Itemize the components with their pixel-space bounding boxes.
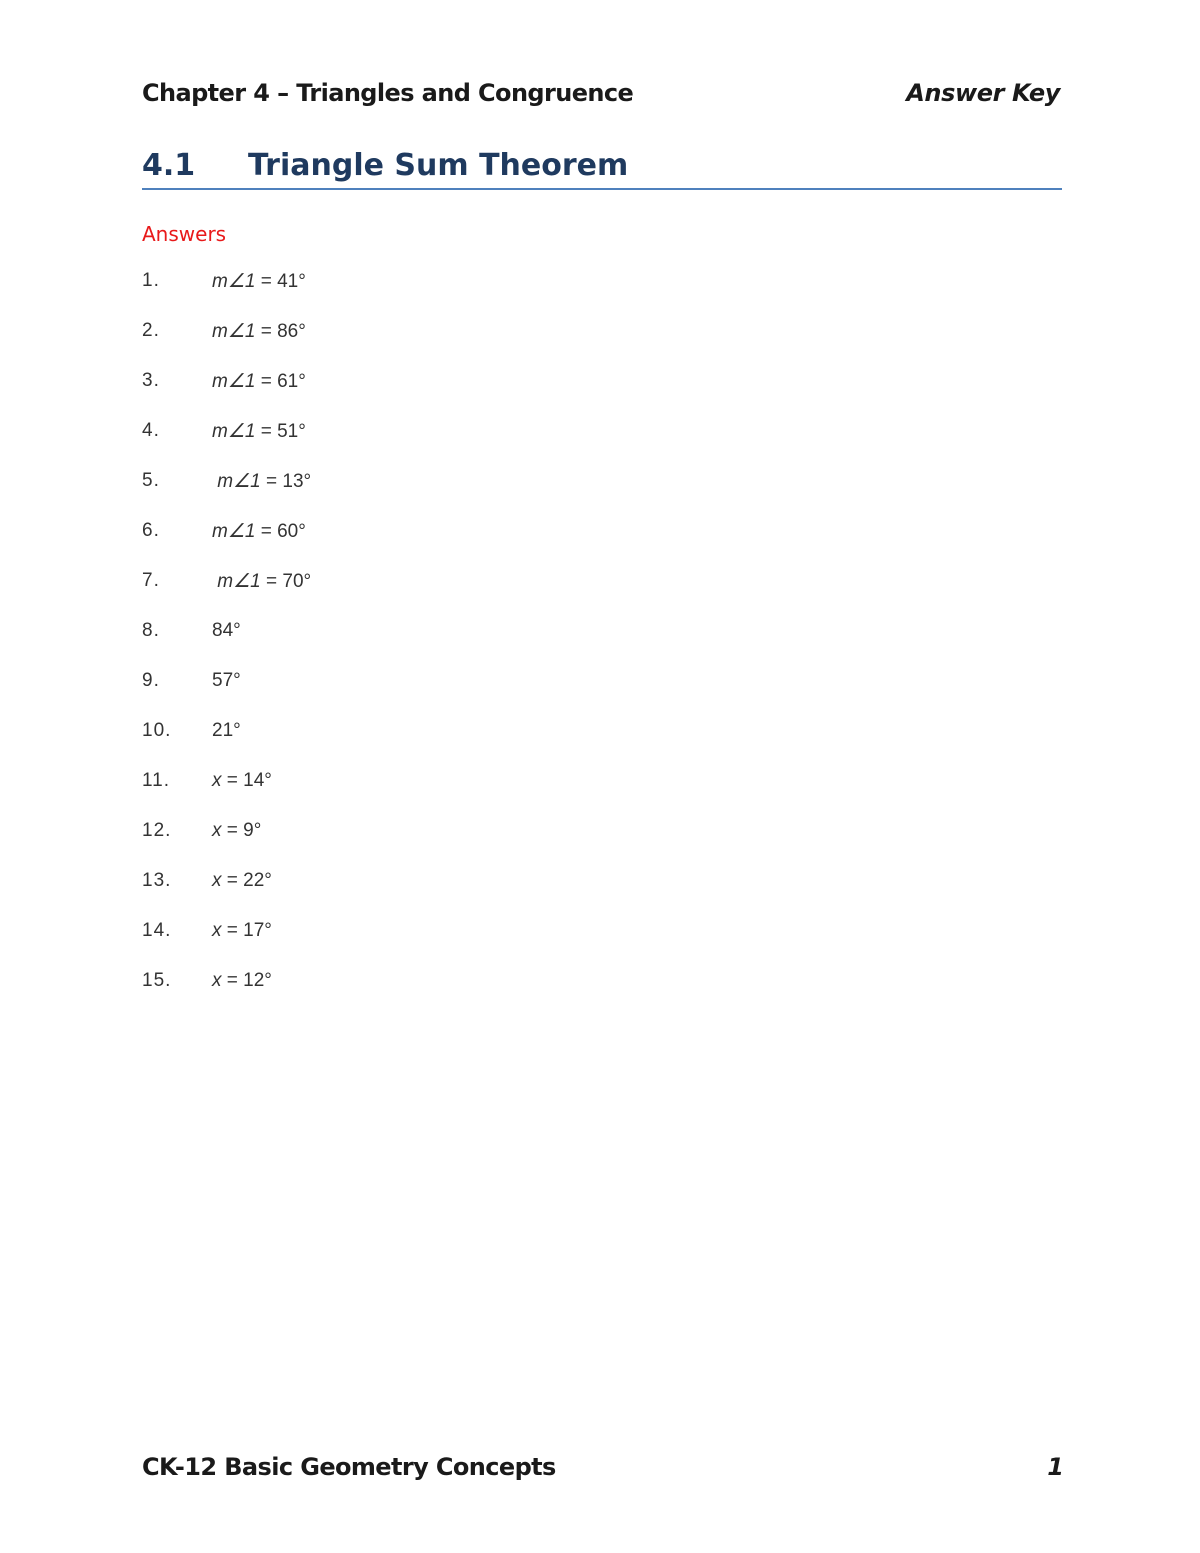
answer-number: 7. — [142, 570, 160, 591]
answer-measure: = 41° — [255, 271, 306, 292]
answer-item — [142, 420, 311, 470]
answer-item — [142, 820, 311, 870]
answer-variable: m∠1 — [212, 521, 256, 542]
answer-measure: = 60° — [255, 521, 306, 542]
answer-value — [212, 420, 306, 443]
answer-measure: = 9° — [221, 820, 262, 841]
answer-item — [142, 870, 311, 920]
answer-variable: m∠1 — [212, 421, 256, 442]
answer-item — [142, 620, 311, 670]
answer-variable: x — [212, 970, 222, 991]
answer-item — [142, 920, 311, 970]
answer-number: 6. — [142, 520, 160, 541]
answer-value — [212, 970, 272, 992]
answer-variable: m∠1 — [212, 321, 256, 342]
answer-value — [212, 770, 272, 792]
answer-number: 4. — [142, 420, 160, 441]
answer-item — [142, 470, 311, 520]
answer-item — [142, 670, 311, 720]
answer-variable: m∠1 — [212, 371, 256, 392]
answer-value — [212, 320, 306, 343]
answer-measure: = 70° — [260, 571, 312, 592]
section-title: Triangle Sum Theorem — [248, 147, 629, 183]
answer-measure: = 13° — [260, 471, 312, 492]
answer-measure: = 12° — [221, 970, 272, 991]
answer-value — [212, 820, 261, 842]
answer-variable: x — [212, 920, 222, 941]
answer-key-label: Answer Key — [906, 79, 1060, 107]
answer-item — [142, 570, 311, 620]
answer-value — [212, 870, 272, 892]
answer-number: 9. — [142, 670, 160, 691]
answer-number: 3. — [142, 370, 160, 391]
answer-measure: = 14° — [221, 770, 272, 791]
answer-measure: = 22° — [221, 870, 272, 891]
answer-value — [212, 520, 306, 543]
answer-number: 1. — [142, 270, 160, 291]
answer-measure: = 51° — [255, 421, 306, 442]
section-number: 4.1 — [142, 147, 196, 183]
answer-value — [212, 370, 306, 393]
answer-number: 11. — [142, 770, 171, 791]
chapter-title: Chapter 4 – Triangles and Congruence — [142, 79, 634, 107]
answer-number: 15. — [142, 970, 172, 991]
answer-value — [212, 620, 241, 642]
answer-measure: = 86° — [255, 321, 306, 342]
answer-variable: x — [212, 770, 222, 791]
answer-item — [142, 970, 311, 1020]
answer-number: 8. — [142, 620, 160, 641]
answer-value — [212, 720, 241, 742]
answers-label: Answers — [142, 222, 227, 246]
answer-number: 12. — [142, 820, 172, 841]
answer-item — [142, 320, 311, 370]
answer-value — [212, 470, 311, 493]
page-header — [142, 76, 1060, 110]
answer-number: 13. — [142, 870, 172, 891]
answer-variable: x — [212, 870, 222, 891]
answer-measure: 57° — [212, 670, 241, 691]
answer-number: 14. — [142, 920, 172, 941]
answer-variable: m∠1 — [217, 471, 261, 492]
book-title: CK-12 Basic Geometry Concepts — [142, 1453, 556, 1481]
answer-item — [142, 370, 311, 420]
answer-item — [142, 270, 311, 320]
answer-number: 5. — [142, 470, 160, 491]
answer-measure: 84° — [212, 620, 241, 641]
answer-number: 10. — [142, 720, 172, 741]
answer-number: 2. — [142, 320, 160, 341]
answer-variable: x — [212, 820, 222, 841]
answer-variable: m∠1 — [212, 271, 256, 292]
page-number: 1 — [1047, 1453, 1064, 1481]
answer-item — [142, 520, 311, 570]
answer-value — [212, 270, 306, 293]
answer-measure: 21° — [212, 720, 241, 741]
answer-measure: = 61° — [255, 371, 306, 392]
answer-measure: = 17° — [221, 920, 272, 941]
answer-item — [142, 770, 311, 820]
answer-list — [142, 270, 311, 1020]
answer-variable: m∠1 — [217, 571, 261, 592]
answer-item — [142, 720, 311, 770]
page-footer — [142, 1450, 1064, 1484]
answer-value — [212, 670, 241, 692]
answer-value — [212, 920, 272, 942]
section-heading — [142, 142, 1062, 190]
answer-value — [212, 570, 311, 593]
